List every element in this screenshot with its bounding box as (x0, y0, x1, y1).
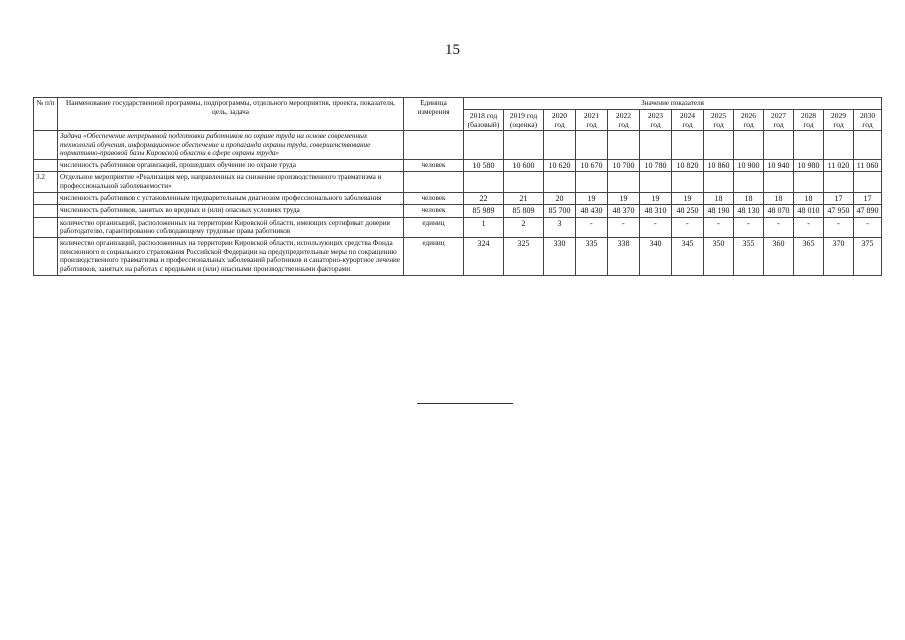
value-cell: 350 (704, 238, 734, 276)
value-cell: 17 (824, 192, 854, 205)
header-number: № п/п (34, 98, 58, 131)
value-cell: 10 780 (640, 159, 672, 172)
indicators-table (33, 97, 882, 276)
event-text: Отдельное мероприятие «Реализация мер, направленных на снижение производственного травматизма и профессиональной заболеваемости» (58, 172, 404, 192)
separator-line (417, 403, 513, 404)
page-number: 15 (445, 42, 460, 58)
value-cell: 19 (576, 192, 608, 205)
value-cell: 20 (544, 192, 576, 205)
value-cell: 48 250 (672, 205, 704, 218)
value-cell: 17 (854, 192, 882, 205)
indicator-name: количество организаций, расположенных на территории Кировской области, использующих средства Фонда пенсионного и социального страхования Российской Федерации на предупредительные меры по сокращению производственного травматизма и профессиональных заболеваний работников и санаторно-курортное лечение работников, занятых на работах с вредными и (или) опасными производственными факторами (58, 238, 404, 276)
value-cell: 22 (464, 192, 504, 205)
value-cell: - (672, 217, 704, 237)
indicator-unit: человек (404, 192, 464, 205)
table-row (34, 217, 882, 237)
value-cell: - (576, 217, 608, 237)
value-cell: 335 (576, 238, 608, 276)
indicator-unit: единиц (404, 238, 464, 276)
header-year: 2023 год (640, 109, 672, 130)
header-year: 2024 год (672, 109, 704, 130)
event-number: 3.2 (34, 172, 58, 192)
value-cell: 48 310 (640, 205, 672, 218)
value-cell: 10 860 (704, 159, 734, 172)
value-cell: 2 (504, 217, 544, 237)
indicator-unit: человек (404, 205, 464, 218)
value-cell: 10 620 (544, 159, 576, 172)
value-cell: 19 (672, 192, 704, 205)
value-cell: 330 (544, 238, 576, 276)
value-cell: 18 (704, 192, 734, 205)
value-cell: 370 (824, 238, 854, 276)
value-cell: 10 820 (672, 159, 704, 172)
value-cell: 48 070 (764, 205, 794, 218)
value-cell: 47 890 (854, 205, 882, 218)
table-row (34, 205, 882, 218)
value-cell: 85 700 (544, 205, 576, 218)
value-cell: 48 370 (608, 205, 640, 218)
header-year: 2022 год (608, 109, 640, 130)
value-cell: 10 600 (504, 159, 544, 172)
value-cell: 324 (464, 238, 504, 276)
indicator-name: количество организаций, расположенных на территории Кировской области, имеющих сертификат доверия работодателю, гарантированно соблюдающему трудовые права работников (58, 217, 404, 237)
value-cell: 47 950 (824, 205, 854, 218)
value-cell: 85 809 (504, 205, 544, 218)
value-cell: 19 (640, 192, 672, 205)
header-year: 2026 год (734, 109, 764, 130)
indicator-name: численность работников, занятых во вредных и (или) опасных условиях труда (58, 205, 404, 218)
value-cell: 11 020 (824, 159, 854, 172)
header-year: 2030 год (854, 109, 882, 130)
value-cell: 355 (734, 238, 764, 276)
table-row (34, 159, 882, 172)
value-cell: 365 (794, 238, 824, 276)
task-row (34, 130, 882, 159)
value-cell: 10 670 (576, 159, 608, 172)
value-cell: 48 190 (704, 205, 734, 218)
value-cell: 11 060 (854, 159, 882, 172)
value-cell: 19 (608, 192, 640, 205)
value-cell: 18 (734, 192, 764, 205)
value-cell: 85 989 (464, 205, 504, 218)
indicator-unit: единиц (404, 217, 464, 237)
header-year: 2019 год (оценка) (504, 109, 544, 130)
value-cell: 10 980 (794, 159, 824, 172)
header-year: 2027 год (764, 109, 794, 130)
value-cell: 340 (640, 238, 672, 276)
indicator-name: численность работников с установленным предварительным диагнозом профессионального заболевания (58, 192, 404, 205)
header-year: 2029 год (824, 109, 854, 130)
value-cell: 3 (544, 217, 576, 237)
header-year: 2025 год (704, 109, 734, 130)
value-cell: 10 700 (608, 159, 640, 172)
value-cell: 10 900 (734, 159, 764, 172)
header-value-group: Значение показателя (464, 98, 882, 110)
value-cell: - (640, 217, 672, 237)
header-year: 2018 год (базовый) (464, 109, 504, 130)
value-cell: - (704, 217, 734, 237)
value-cell: - (764, 217, 794, 237)
header-year: 2028 год (794, 109, 824, 130)
task-text: Задача «Обеспечение непрерывной подготовки работников по охране труда на основе современных технологий обучения, информационное обеспечение и пропаганда охраны труда, совершенствование нормативно-правовой базы Кировской области в сфере охраны труда» (58, 130, 404, 159)
value-cell: 338 (608, 238, 640, 276)
value-cell: 10 580 (464, 159, 504, 172)
table-row (34, 192, 882, 205)
header-year: 2020 год (544, 109, 576, 130)
value-cell: 1 (464, 217, 504, 237)
indicator-name: численность работников организаций, прошедших обучение по охране труда (58, 159, 404, 172)
value-cell: 48 010 (794, 205, 824, 218)
value-cell: 21 (504, 192, 544, 205)
header-name: Наименование государственной программы, подпрограммы, отдельного мероприятия, проекта, показателя, цель, задача (58, 98, 404, 131)
value-cell: - (608, 217, 640, 237)
header-year: 2021 год (576, 109, 608, 130)
value-cell: 48 130 (734, 205, 764, 218)
table-header-row (34, 98, 882, 110)
value-cell: 48 430 (576, 205, 608, 218)
value-cell: 345 (672, 238, 704, 276)
value-cell: 360 (764, 238, 794, 276)
header-unit: Единица измерения (404, 98, 464, 131)
value-cell: 375 (854, 238, 882, 276)
value-cell: - (734, 217, 764, 237)
value-cell: - (794, 217, 824, 237)
value-cell: 10 940 (764, 159, 794, 172)
table-row (34, 238, 882, 276)
value-cell: 325 (504, 238, 544, 276)
value-cell: 18 (764, 192, 794, 205)
value-cell: 18 (794, 192, 824, 205)
event-row (34, 172, 882, 192)
value-cell: - (824, 217, 854, 237)
indicator-unit: человек (404, 159, 464, 172)
value-cell: - (854, 217, 882, 237)
